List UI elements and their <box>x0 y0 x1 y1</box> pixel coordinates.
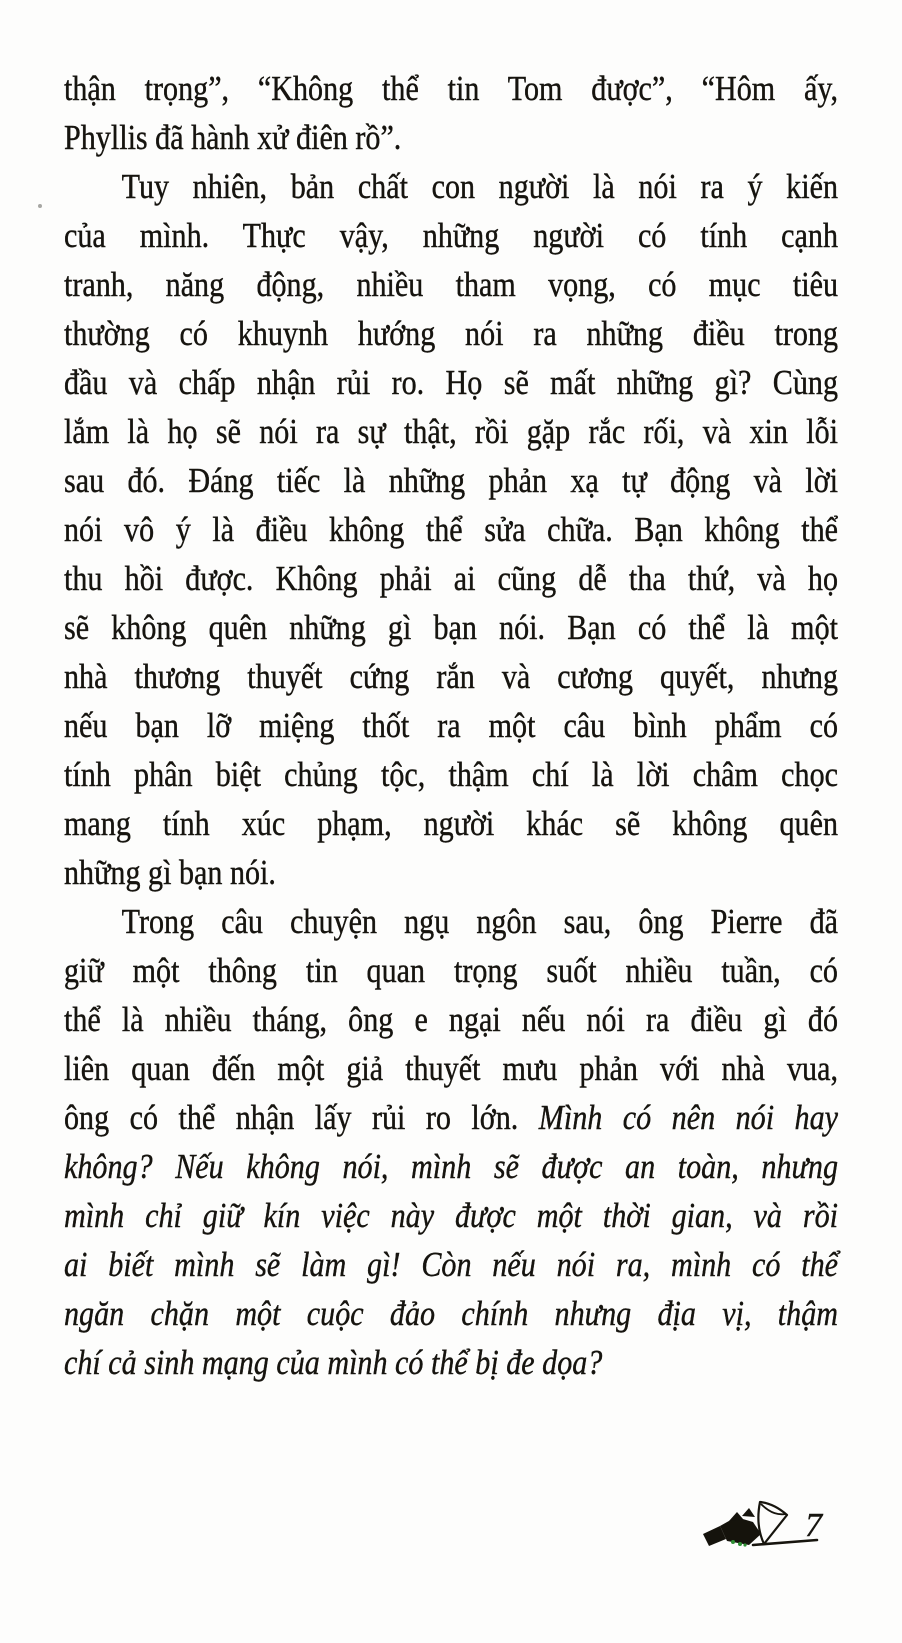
text-line: sau đó. Đáng tiếc là những phản xạ tự động và lời <box>64 461 838 500</box>
text-run-normal: ông có thể nhận lấy rủi ro lớn. <box>64 1098 539 1137</box>
text-line-mixed <box>64 1093 838 1142</box>
paragraph-2 <box>64 162 838 897</box>
text-line: tranh, năng động, nhiều tham vọng, có mục tiêu <box>64 265 838 304</box>
text-line: những gì bạn nói. <box>64 853 276 892</box>
text-line: thường có khuynh hướng nói ra những điều trong <box>64 314 838 353</box>
text-line: thể là nhiều tháng, ông e ngại nếu nói ra điều gì đó <box>64 1000 838 1039</box>
text-line: của mình. Thực vậy, những người có tính cạnh <box>64 216 838 255</box>
page-footer <box>695 1495 855 1555</box>
text-line: nếu bạn lỡ miệng thốt ra một câu bình phẩm có <box>64 706 838 745</box>
text-line: Tuy nhiên, bản chất con người là nói ra ý kiến <box>121 167 839 206</box>
page-number: 7 <box>805 1507 822 1544</box>
page-text-block <box>64 64 838 1387</box>
text-line: không? Nếu không nói, mình sẽ được an toàn, nhưng <box>64 1147 838 1186</box>
scan-artifact-dot <box>38 204 42 208</box>
text-line: Trong câu chuyện ngụ ngôn sau, ông Pierre đã <box>121 902 839 941</box>
text-line: lắm là họ sẽ nói ra sự thật, rồi gặp rắc rối, và xin lỗi <box>64 412 838 451</box>
paragraph-1 <box>64 64 838 162</box>
text-line: tính phân biệt chủng tộc, thậm chí là lời châm chọc <box>64 755 838 794</box>
text-line: Phyllis đã hành xử điên rồ”. <box>64 118 402 157</box>
text-line: nhà thương thuyết cứng rắn và cương quyết, nhưng <box>64 657 838 696</box>
text-line: sẽ không quên những gì bạn nói. Bạn có thể là một <box>64 608 838 647</box>
text-line: thận trọng”, “Không thể tin Tom được”, “Hôm ấy, <box>64 69 838 108</box>
text-line: mang tính xúc phạm, người khác sẽ không quên <box>64 804 838 843</box>
text-line: giữ một thông tin quan trọng suốt nhiều tuần, có <box>64 951 838 990</box>
text-line: thu hồi được. Không phải ai cũng dễ tha thứ, và họ <box>64 559 838 598</box>
text-line: ngăn chặn một cuộc đảo chính nhưng địa vị, thậm <box>64 1294 838 1333</box>
text-line: mình chỉ giữ kín việc này được một thời gian, và rồi <box>64 1196 838 1235</box>
text-line: liên quan đến một giả thuyết mưu phản với nhà vua, <box>64 1049 838 1088</box>
paragraph-3 <box>64 897 838 1387</box>
text-line: nói vô ý là điều không thể sửa chữa. Bạn không thể <box>64 510 838 549</box>
text-line: chí cả sinh mạng của mình có thể bị đe dọa? <box>64 1343 603 1382</box>
text-line: ai biết mình sẽ làm gì! Còn nếu nói ra, mình có thể <box>64 1245 838 1284</box>
text-line: đầu và chấp nhận rủi ro. Họ sẽ mất những gì? Cùng <box>64 363 838 402</box>
text-run-italic: Mình có nên nói hay <box>538 1098 838 1137</box>
